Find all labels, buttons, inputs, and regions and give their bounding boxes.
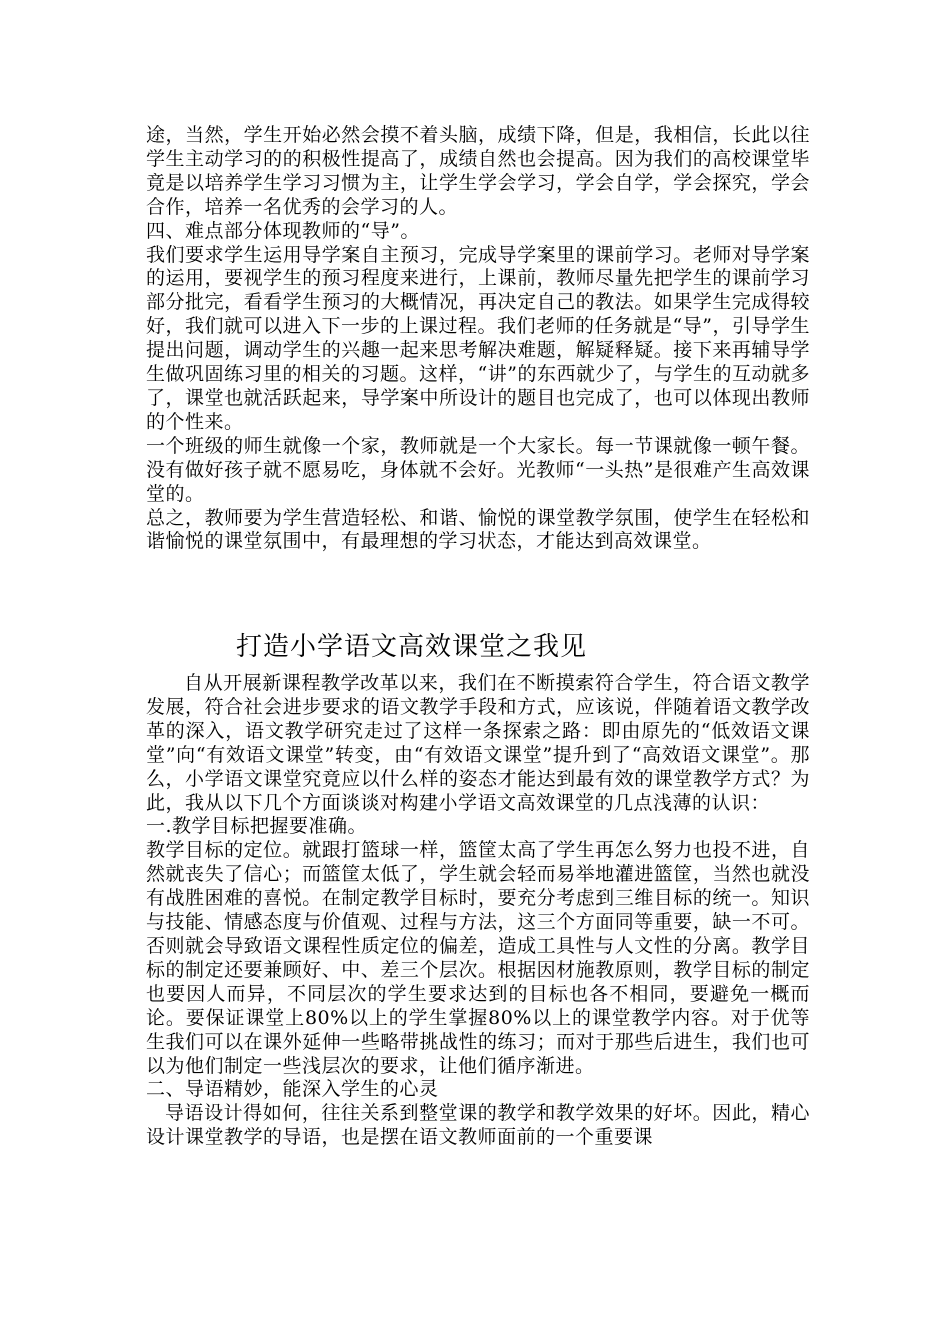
paragraph: 导语设计得如何，往往关系到整堂课的教学和教学效果的好坏。因此，精心设计课堂教学的导语，也是摆在语文教师面前的一个重要课 [146,1102,810,1149]
section-heading: 四、难点部分体现教师的“导”。 [146,219,420,242]
section-heading: 一.教学目标把握要准确。 [146,815,368,838]
paragraph: 教学目标的定位。就跟打篮球一样，篮筐太高了学生再怎么努力也投不进，自然就丧失了信心；而篮筐太低了，学生就会轻而易举地灌进篮筐，当然也就没有战胜困难的喜悦。在制定教学目标时，要充分考虑到三维目标的统一。知识与技能、情感态度与价值观、过程与方法，这三个方面同等重要，缺一不可。否则就会导致语文课程性质定位的偏差，造成工具性与人文性的分离。教学目标的制定还要兼顾好、中、差三个层次。根据因材施教原则，教学目标的制定也要因人而异，不同层次的学生要求达到的目标也各不相同，要避免一概而论。要保证课堂上80%以上的学生掌握80%以上的课堂教学内容。对于优等生我们可以在课外延伸一些略带挑战性的练习；而对于那些后进生，我们也可以为他们制定一些浅层次的要求，让他们循序渐进。 [146,839,810,1077]
paragraph: 途，当然，学生开始必然会摸不着头脑，成绩下降，但是，我相信，长此以往学生主动学习的的积极性提高了，成绩自然也会提高。因为我们的高校课堂毕竟是以培养学生学习习惯为主，让学生学会学习，学会自学，学会探究，学会合作，培养一名优秀的会学习的人。 [146,124,810,218]
intro-paragraph: 自从开展新课程教学改革以来，我们在不断摸索符合学生，符合语文教学发展，符合社会进步要求的语文教学手段和方式，应该说，伴随着语文教学改革的深入，语文教学研究走过了这样一条探索之路：即由原先的“低效语文课堂”向“有效语文课堂”转变，由“有效语文课堂”提升到了“高效语文课堂”。那么，小学语文课堂究竟应以什么样的姿态才能达到最有效的课堂教学方式？为此，我从以下几个方面谈谈对构建小学语文高效课堂的几点浅薄的认识： [146,672,810,814]
paragraph: 一个班级的师生就像一个家，教师就是一个大家长。每一节课就像一顿午餐。没有做好孩子就不愿易吃，身体就不会好。光教师“一头热”是很难产生高效课堂的。 [146,434,810,505]
article-body [146,672,810,1150]
paragraph: 总之，教师要为学生营造轻松、和谐、愉悦的课堂教学氛围，使学生在轻松和谐愉悦的课堂氛围中，有最理想的学习状态，才能达到高效课堂。 [146,506,810,553]
article-title: 打造小学语文高效课堂之我见 [236,632,588,662]
section-heading: 二、导语精妙，能深入学生的心灵 [146,1078,439,1101]
previous-article-continuation [146,124,810,554]
paragraph: 我们要求学生运用导学案自主预习，完成导学案里的课前学习。老师对导学案的运用，要视学生的预习程度来进行，上课前，教师尽量先把学生的课前学习部分批完，看看学生预习的大概情况，再决定自己的教法。如果学生完成得较好，我们就可以进入下一步的上课过程。我们老师的任务就是“导”，引导学生提出问题，调动学生的兴趣一起来思考解决难题，解疑释疑。接下来再辅导学生做巩固练习里的相关的习题。这样，“讲”的东西就少了，与学生的互动就多了，课堂也就活跃起来，导学案中所设计的题目也完成了，也可以体现出教师的个性来。 [146,243,810,433]
